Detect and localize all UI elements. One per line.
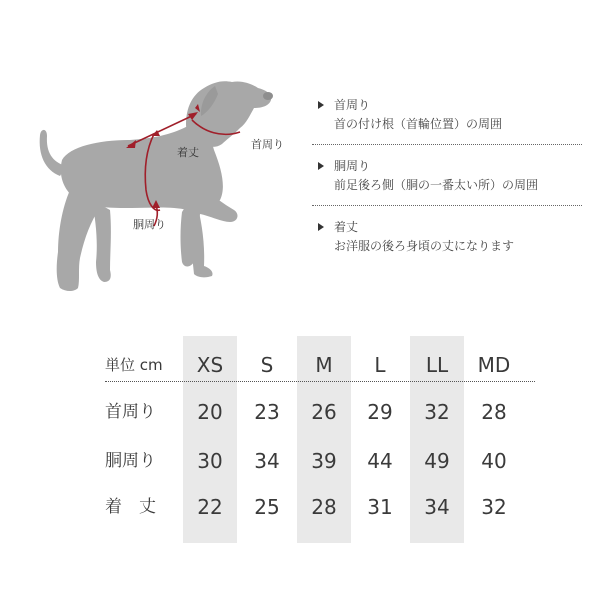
legend-title: 胴周り: [334, 159, 371, 173]
size-header-s: S: [260, 353, 274, 377]
legend-title: 首周り: [334, 98, 371, 112]
dog-silhouette: [40, 81, 273, 291]
triangle-bullet-icon: [318, 101, 324, 109]
size-header-xs: XS: [196, 353, 224, 377]
table-cell: 34: [424, 495, 450, 519]
table-cell: 23: [254, 400, 280, 424]
table-cell: 28: [311, 495, 337, 519]
table-cell: 34: [254, 449, 280, 473]
table-row: [105, 489, 545, 525]
legend-item-chest: [312, 157, 582, 195]
table-cell: 26: [311, 400, 337, 424]
measurement-legend: [312, 96, 582, 256]
legend-divider: [312, 205, 582, 206]
dog-measurement-figure: [0, 0, 310, 310]
legend-description: 前足後ろ側（胴の一番太い所）の周囲: [334, 178, 539, 192]
table-cell: 28: [481, 400, 507, 424]
header-divider: [105, 381, 535, 382]
triangle-bullet-icon: [318, 223, 324, 231]
table-header-row: [105, 347, 545, 383]
table-cell: 40: [481, 449, 507, 473]
length-label: 着丈: [177, 146, 199, 159]
row-label-length: 着 丈: [105, 497, 156, 517]
table-row: [105, 443, 545, 479]
chest-label: 胴周り: [133, 218, 166, 231]
size-header-md: MD: [477, 353, 511, 377]
table-cell: 20: [197, 400, 223, 424]
table-cell: 31: [367, 495, 393, 519]
table-cell: 29: [367, 400, 393, 424]
legend-description: お洋服の後ろ身頃の丈になります: [334, 239, 515, 253]
table-cell: 32: [424, 400, 450, 424]
size-header-ll: LL: [425, 353, 449, 377]
size-header-l: L: [374, 353, 386, 377]
table-cell: 30: [197, 449, 223, 473]
table-cell: 22: [197, 495, 223, 519]
table-cell: 49: [424, 449, 450, 473]
table-cell: 39: [311, 449, 337, 473]
dog-illustration: [0, 0, 310, 310]
legend-item-length: [312, 218, 582, 256]
neck-label: 首周り: [251, 138, 284, 151]
table-cell: 25: [254, 495, 280, 519]
row-label-chest: 胴周り: [105, 451, 156, 471]
table-cell: 32: [481, 495, 507, 519]
legend-item-neck: [312, 96, 582, 134]
row-label-neck: 首周り: [105, 402, 156, 422]
triangle-bullet-icon: [318, 162, 324, 170]
size-table: [105, 336, 545, 543]
legend-divider: [312, 144, 582, 145]
table-row: [105, 394, 545, 430]
legend-description: 首の付け根（首輪位置）の周囲: [334, 117, 503, 131]
legend-title: 着丈: [334, 220, 359, 234]
unit-label: 単位 cm: [105, 356, 163, 374]
size-header-m: M: [315, 353, 333, 377]
table-cell: 44: [367, 449, 393, 473]
